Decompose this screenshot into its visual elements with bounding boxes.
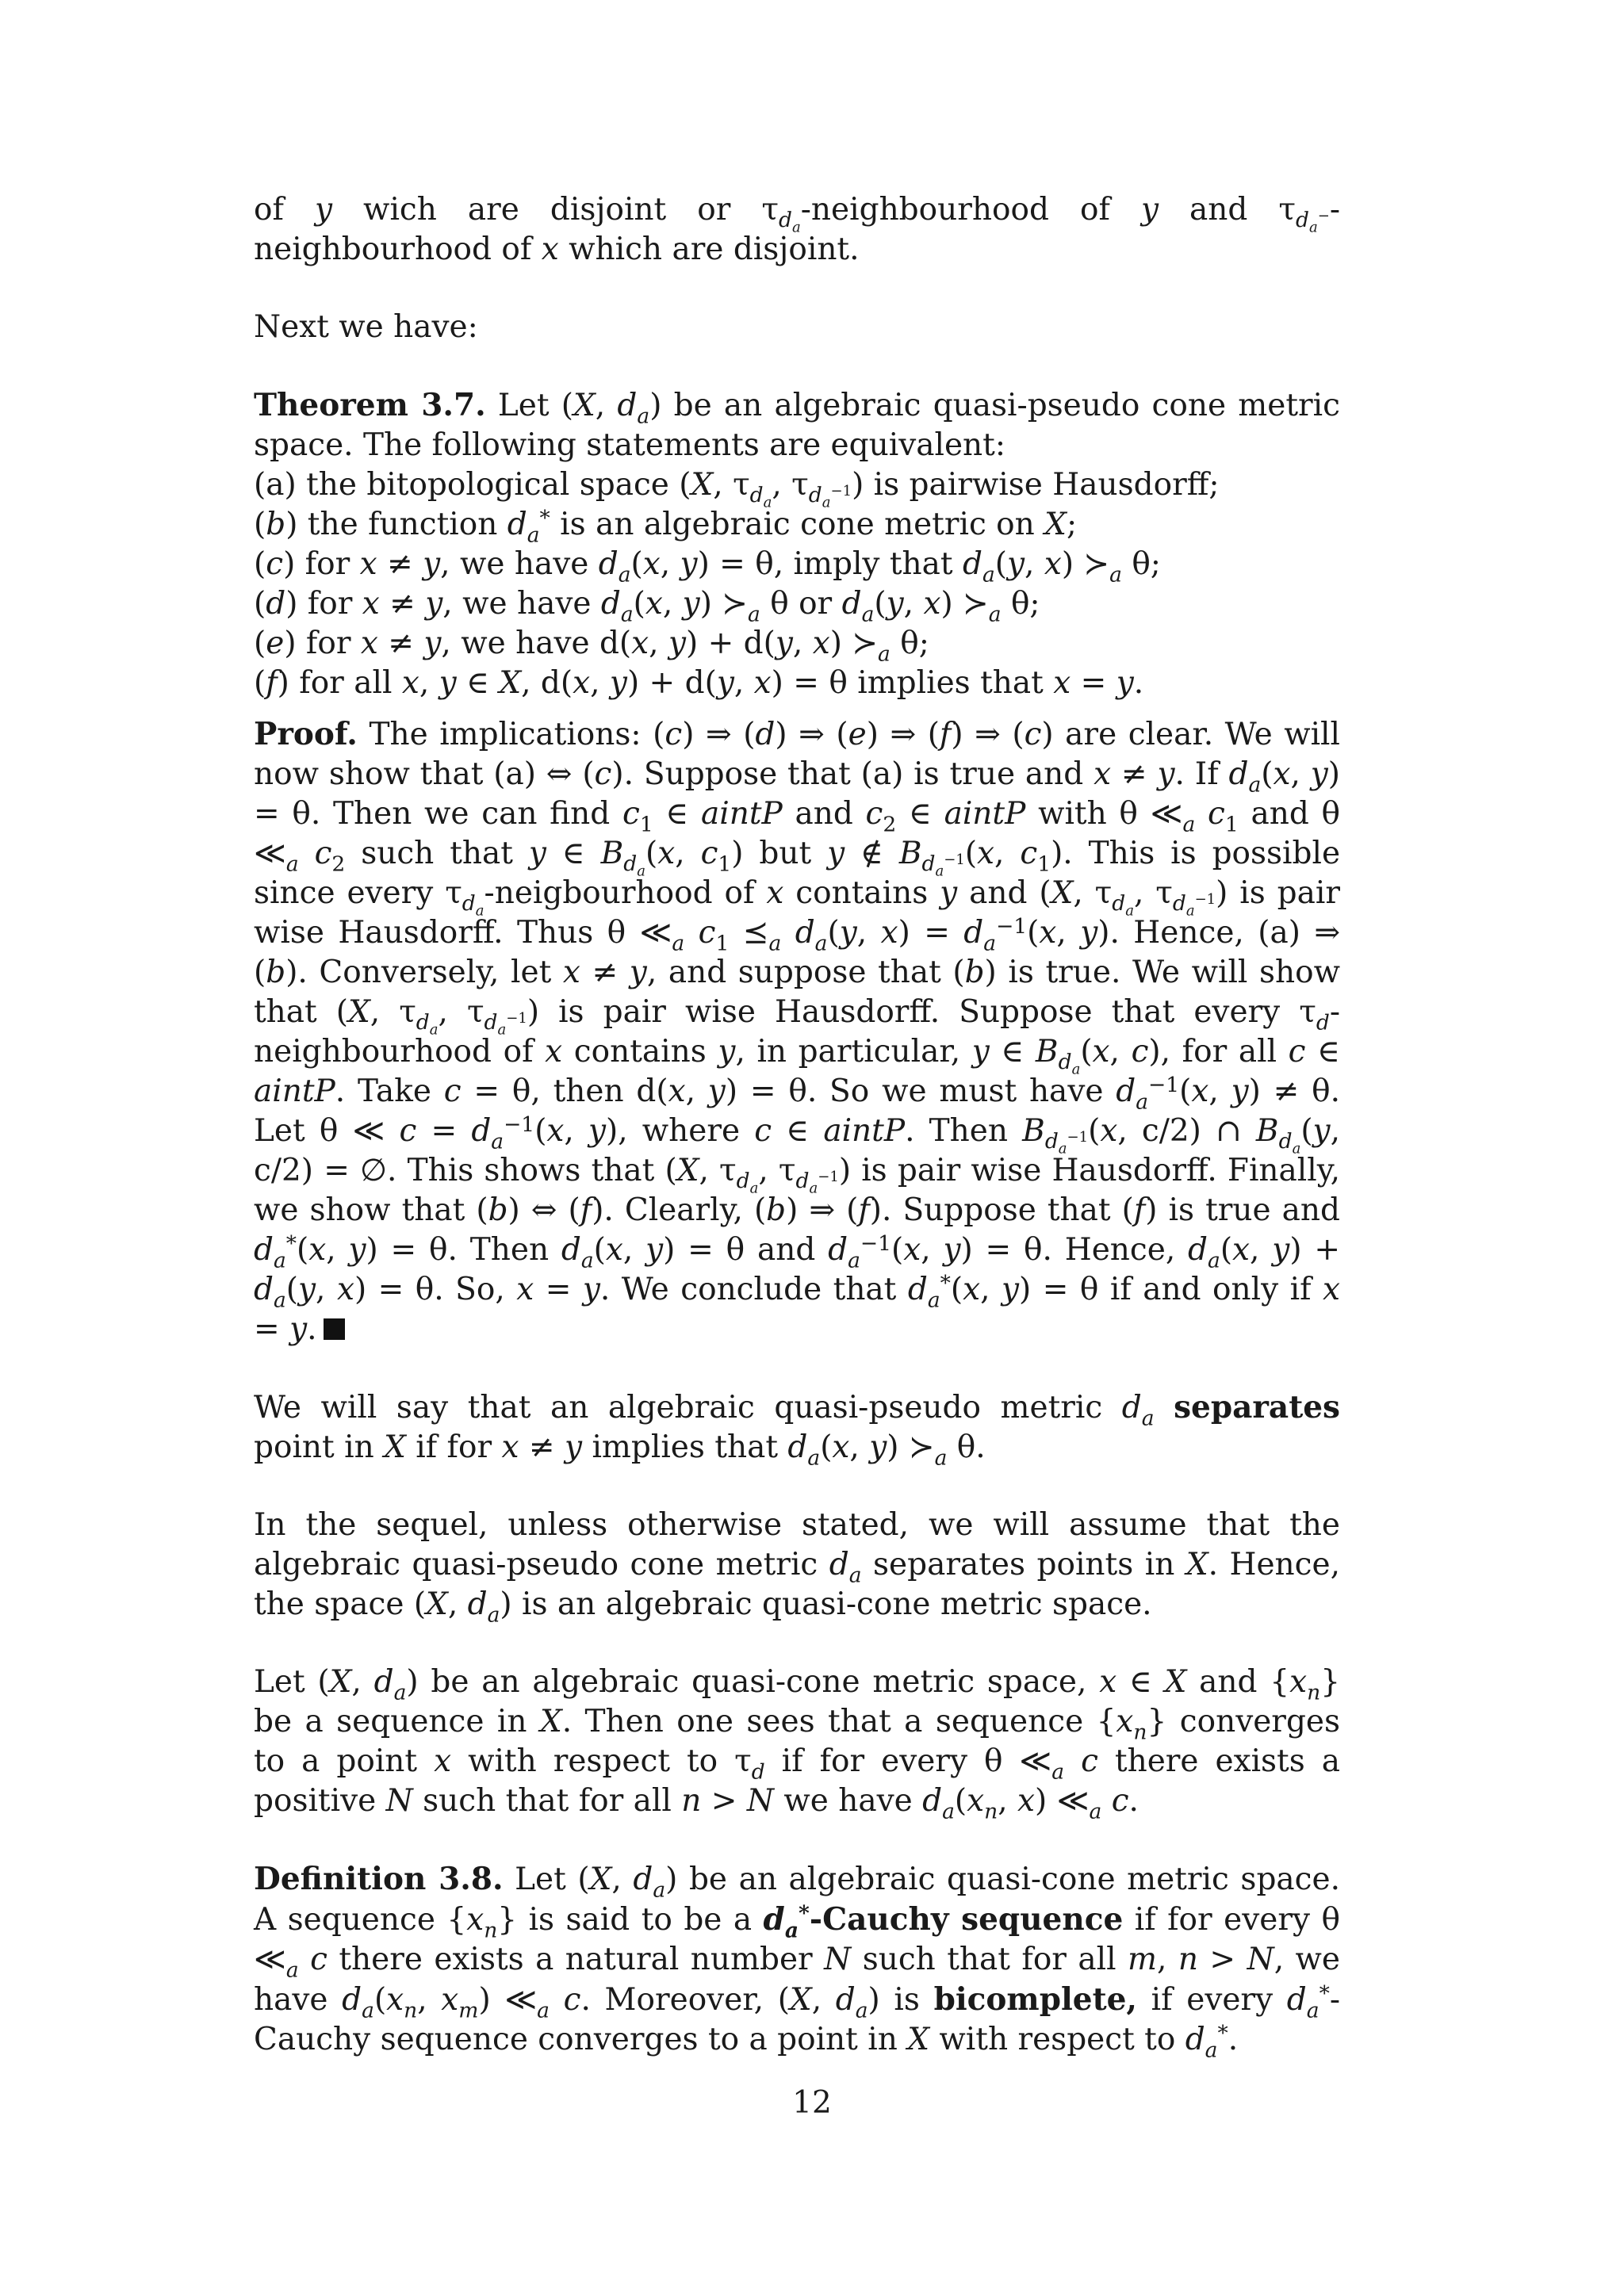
proof-paragraph: Proof. The implications: (c) ⇒ (d) ⇒ (e) ⇒ (f) ⇒ (c) are clear. We will now show that (a) ⇔ (c). Suppose that (a) is true and x ≠ y. If $d_a(x$, y) = θ. Then we can find $c_1$ ∈ aintP and $c_2$ ∈ aintP with θ $≪_a$ $c_1$ and θ $≪_a$ $c_2$ such that y ∈ $B_{d_a}(x$, $c_1$) but y ∉ $B_{d_a^{-1}}(x$, $c_1$). This is possible since every $\tau_{d_a}$-neigbourhood of x contains y and (X, $\tau_{d_a}$, $\tau_{d_a^{-1}}$) is pair wise Hausdorff. Thus θ $≪_a$ $c_1$ $⪯_a$ $d_a(y$, $x) = d_a^{-1}(x$, y). Hence, (a) ⇒ (b). Conversely, let x ≠ y, and suppose that (b) is true. We will show that (X, $\tau_{d_a}$, $\tau_{d_a^{-1}}$) is pair wise Hausdorff. Suppose that every $\tau_d$-neighbourhood of x contains y, in particular, y ∈ $B_{d_a}(x$, c), for all c ∈ aintP. Take c = θ, then d(x, y) = θ. So we must have $d_a^{-1}(x$, y) ≠ θ. Let θ ≪ $c = d_a^{-1}(x$, y), where c ∈ aintP. Then $B_{d_a^{-1}}(x$, c/2) ∩ $B_{d_a}(y$, c/2) = ∅. This shows that (X, $\tau_{d_a}$, $\tau_{d_a^{-1}}$) is pair wise Hausdorff. Finally, we show that (b) ⇔ (f). Clearly, (b) ⇒ (f). Suppose that (f) is true and $d_a^*(x$, y) = θ. Then $d_a(x$, y) = θ and $d_a^{-1}(x$, y) = θ. Hence, $d_a(x$, $y) + d_a(y$, x) = θ. So, x = y. We conclude that $d_a^*(x$, y) = θ if and only if x = y. [254,716,1341,1347]
theorem-item-e: (e) for x ≠ y, we have d(x, y) + d(y, x) $≻_a$ θ; [254,626,929,667]
definition-3-8: Definition 3.8. Let (X, $d_a$) be an algebraic quasi-cone metric space. A sequence $\{x_n\}$ is said to be a $d_a^*$-Cauchy sequence if for every θ $≪_a$ c there exists a natural number N such that for all m, n > N, we have $d_a(x_n$, $x_m$) $≪_a$ c. Moreover, (X, $d_a$) is bicomplete, if every $d_a^*$-Cauchy sequence converges to a point in X with respect to $d_a^*$. [254,1861,1341,2063]
qed-square-icon [324,1318,345,1340]
theorem-3-7 [254,385,1340,703]
convergence-paragraph: Let (X, $d_a$) be an algebraic quasi-cone metric space, x ∈ X and $\{x_n\}$ be a sequence in X. Then one sees that a sequence $\{x_n\}$ converges to a point x with respect to $\tau_d$ if for every θ $≪_a$ c there exists a positive N such that for all n > N we have $d_a(x_n$, x) $≪_a$ c. [254,1664,1341,1824]
theorem-statement: Theorem 3.7. Let (X, $d_a$) be an algebraic quasi-pseudo cone metric space. The following statements are equivalent: [254,387,1341,463]
sequel-paragraph: In the sequel, unless otherwise stated, we will assume that the algebraic quasi-pseudo cone metric $d_a$ separates points in X. Hence, the space (X, $d_a$) is an algebraic quasi-cone metric space. [254,1507,1340,1628]
separates-paragraph: We will say that an algebraic quasi-pseudo metric $d_a$ separates point in X if for x ≠ y implies that $d_a(x$, y) $≻_a$ θ. [254,1389,1340,1471]
theorem-item-c: (c) for x ≠ y, we have $d_a(x$, y) = θ, imply that $d_a(y$, x) $≻_a$ θ; [254,546,1161,587]
theorem-item-b: (b) the function $d_a^*$ is an algebraic cone metric on X; [254,506,1078,548]
next-line: Next we have: [254,309,478,345]
page-number: 12 [792,2085,832,2121]
intro-line: of y wich are disjoint or $\tau_{d_a}$-neighbourhood of y and $\tau_{d_a^-}$-neighbourhood of x which are disjoint. [254,192,1341,267]
theorem-item-f: (f) for all x, y ∈ X, d(x, y) + d(y, x) = θ implies that x = y. [254,665,1144,701]
separates-term: separates [1174,1389,1340,1425]
cauchy-sequence-term: $d_a^*$-Cauchy sequence [763,1901,1124,1943]
definition-label: Definition 3.8. [254,1861,504,1897]
bicomplete-term: bicomplete, [933,1981,1137,2018]
theorem-label: Theorem 3.7. [254,387,486,423]
theorem-item-a: (a) the bitopological space (X, $\tau_{d_a}$, $\tau_{d_a^{-1}}$) is pairwise Hausdorff; [254,467,1220,511]
proof-label: Proof. [254,716,358,752]
theorem-item-d: (d) for x ≠ y, we have $d_a(x$, y) $≻_a$ θ or $d_a(y$, x) $≻_a$ θ; [254,586,1040,627]
intro-paragraph [254,190,1340,270]
paper-page [254,190,1341,2063]
